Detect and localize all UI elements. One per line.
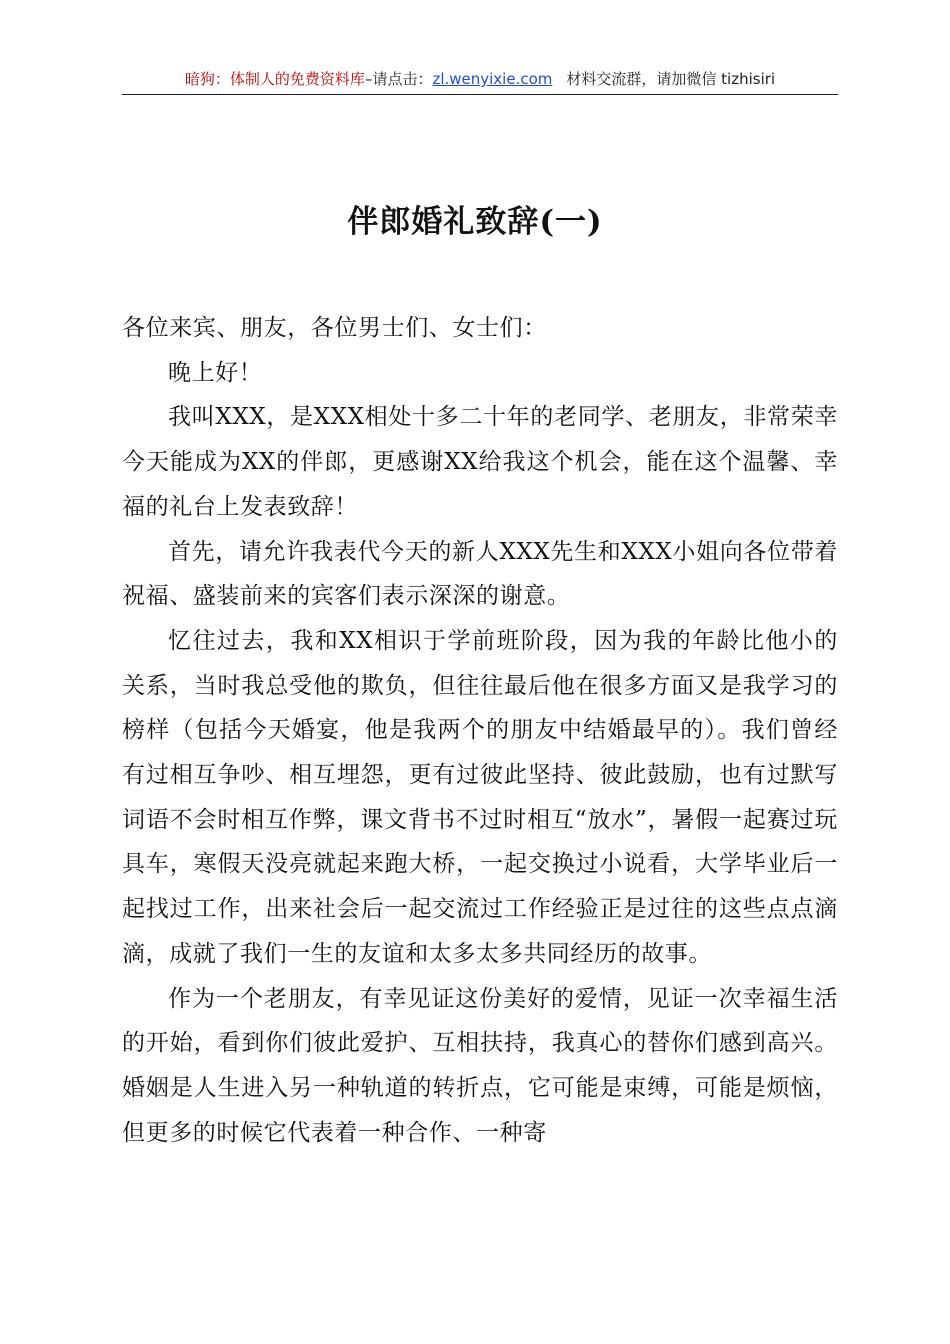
header-site-label: 暗狗：体制人的免费资料库: [184, 70, 365, 88]
salutation: 各位来宾、朋友，各位男士们、女士们：: [122, 315, 547, 341]
page-header: [122, 64, 838, 95]
paragraph-greeting: 晚上好！: [168, 359, 263, 386]
paragraph-memories: 忆往过去，我和XX相识于学前班阶段，因为我的年龄比他小的关系，当时我总受他的欺负，但往往最后他在很多方面又是我学习的榜样（包括今天婚宴，他是我两个的朋友中结婚最早的）。我们曾经有过相互争吵、相互埋怨，更有过彼此坚持、彼此鼓励，也有过默写词语不会时相互作弊，课文背书不过时相互“放水”，暑假一起赛过玩具车，寒假天没亮就起来跑大桥，一起交换过小说看，大学毕业后一起找过工作，出来社会后一起交流过工作经验正是过往的这些点点滴滴，成就了我们一生的友谊和太多太多共同经历的故事。: [122, 627, 838, 967]
header-site-link[interactable]: zl.wenyixie.com: [432, 70, 553, 88]
header-contact-text: 材料交流群，请加微信 tizhisiri: [566, 70, 776, 88]
paragraph-blessing: 作为一个老朋友，有幸见证这份美好的爱情，见证一次幸福生活的开始，看到你们彼此爱护、互相扶持，我真心的替你们感到高兴。婚姻是人生进入另一种轨道的转折点，它可能是束缚，可能是烦恼，但更多的时候它代表着一种合作、一种寄: [122, 985, 838, 1146]
document-body: [122, 306, 838, 1155]
document-title: 伴郎婚礼致辞(一): [347, 204, 603, 240]
header-click-label: –请点击：: [364, 70, 433, 88]
paragraph-introduction: 我叫XXX，是XXX相处十多二十年的老同学、老朋友，非常荣幸今天能成为XX的伴郎，更感谢XX给我这个机会，能在这个温馨、幸福的礼台上发表致辞！: [122, 404, 838, 520]
paragraph-thanks: 首先，请允许我表代今天的新人XXX先生和XXX小姐向各位带着祝福、盛装前来的宾客们表示深深的谢意。: [122, 538, 838, 610]
